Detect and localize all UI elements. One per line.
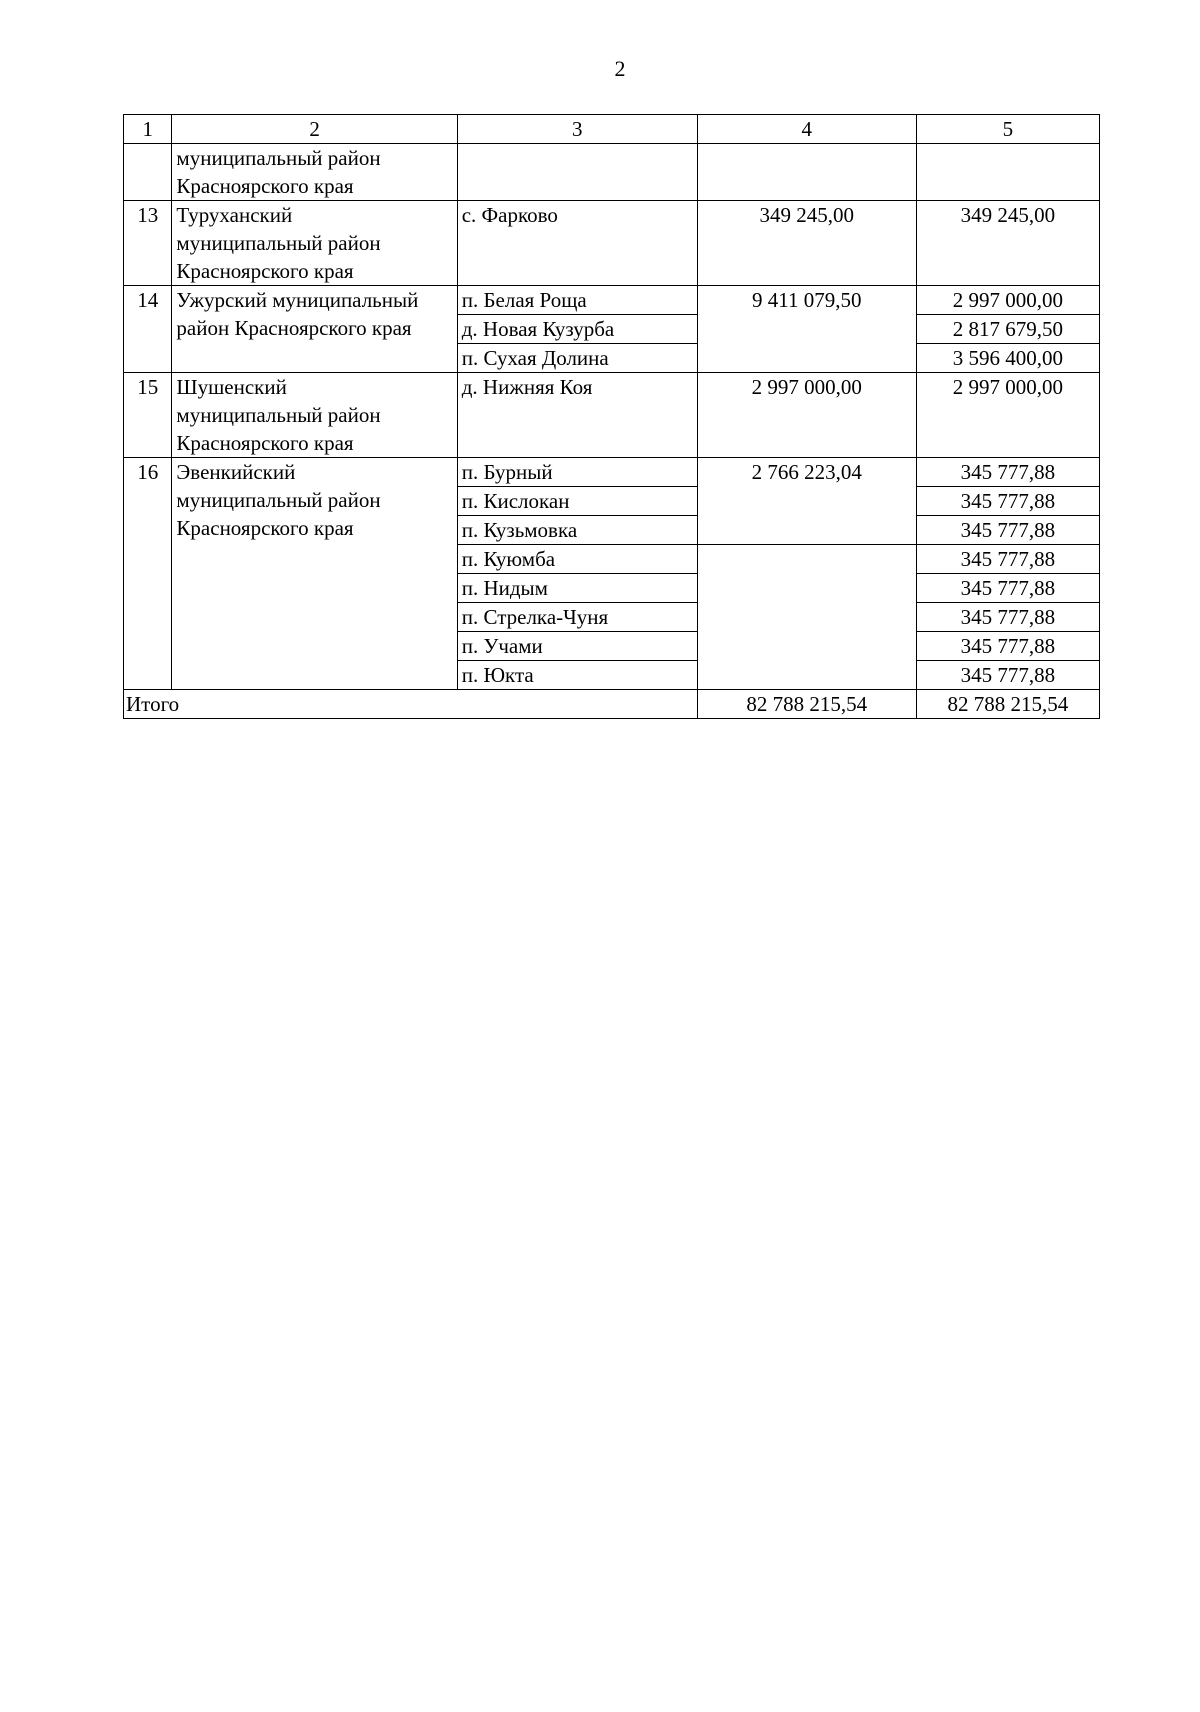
amount-cell: 345 777,88 xyxy=(916,603,1099,632)
amount-cell: 345 777,88 xyxy=(916,516,1099,545)
settlement-cell: п. Куюмба xyxy=(457,545,697,574)
settlement-cell: п. Белая Роща xyxy=(457,286,697,315)
amount-cell: 345 777,88 xyxy=(916,545,1099,574)
settlement-cell: п. Нидым xyxy=(457,574,697,603)
total-col5: 82 788 215,54 xyxy=(916,690,1099,719)
total-cell: 9 411 079,50 xyxy=(697,286,916,373)
settlement-cell: п. Кузьмовка xyxy=(457,516,697,545)
header-cell-2: 2 xyxy=(172,115,457,144)
total-label: Итого xyxy=(124,690,698,719)
row-number-cell xyxy=(124,144,172,201)
district-line: муниципальный район xyxy=(176,488,381,512)
table-row-16 xyxy=(124,458,1100,487)
page-number: 2 xyxy=(614,56,626,81)
total-cell: 2 997 000,00 xyxy=(697,373,916,458)
amount-cell: 2 997 000,00 xyxy=(916,286,1099,315)
settlement-cell: п. Кислокан xyxy=(457,487,697,516)
total-col4: 82 788 215,54 xyxy=(697,690,916,719)
settlement-cell: д. Нижняя Коя xyxy=(457,373,697,458)
total-cell-empty xyxy=(697,545,916,690)
district-line: муниципальный район xyxy=(176,403,381,427)
amount-cell: 345 777,88 xyxy=(916,487,1099,516)
amount-cell: 3 596 400,00 xyxy=(916,344,1099,373)
row-number: 16 xyxy=(124,458,172,690)
header-cell-1: 1 xyxy=(124,115,172,144)
district-cell xyxy=(172,144,457,201)
district-cell xyxy=(172,286,457,373)
district-line: муниципальный район xyxy=(176,231,381,255)
header-cell-4: 4 xyxy=(697,115,916,144)
district-line: муниципальный район xyxy=(176,146,381,170)
settlement-cell: п. Учами xyxy=(457,632,697,661)
district-line: район Красноярского края xyxy=(176,316,412,340)
row-number: 13 xyxy=(124,201,172,286)
settlement-cell xyxy=(457,144,697,201)
total-row xyxy=(124,690,1100,719)
district-cell xyxy=(172,373,457,458)
table-row-continued xyxy=(124,144,1100,201)
settlement-cell: с. Фарково xyxy=(457,201,697,286)
table-row-14 xyxy=(124,286,1100,315)
district-line: Красноярского края xyxy=(176,259,354,283)
settlement-cell: п. Сухая Долина xyxy=(457,344,697,373)
total-cell: 349 245,00 xyxy=(697,201,916,286)
amount-cell: 345 777,88 xyxy=(916,632,1099,661)
allocation-table xyxy=(123,114,1100,719)
district-line: Красноярского края xyxy=(176,431,354,455)
total-cell: 2 766 223,04 xyxy=(697,458,916,545)
settlement-cell: д. Новая Кузурба xyxy=(457,315,697,344)
district-line: Красноярского края xyxy=(176,174,354,198)
district-line: Красноярского края xyxy=(176,516,354,540)
district-cell xyxy=(172,458,457,690)
total-cell xyxy=(697,144,916,201)
amount-cell: 345 777,88 xyxy=(916,574,1099,603)
district-line: Туруханский xyxy=(176,203,293,227)
header-cell-5: 5 xyxy=(916,115,1099,144)
district-line: Шушенский xyxy=(176,375,287,399)
amount-cell: 2 997 000,00 xyxy=(916,373,1099,458)
table-header-row xyxy=(124,115,1100,144)
amount-cell xyxy=(916,144,1099,201)
table-row-15 xyxy=(124,373,1100,458)
district-line: Эвенкийский xyxy=(176,460,296,484)
district-line: Ужурский муниципальный xyxy=(176,288,419,312)
row-number: 15 xyxy=(124,373,172,458)
amount-cell: 349 245,00 xyxy=(916,201,1099,286)
row-number: 14 xyxy=(124,286,172,373)
table-row-13 xyxy=(124,201,1100,286)
settlement-cell: п. Стрелка-Чуня xyxy=(457,603,697,632)
settlement-cell: п. Бурный xyxy=(457,458,697,487)
header-cell-3: 3 xyxy=(457,115,697,144)
amount-cell: 2 817 679,50 xyxy=(916,315,1099,344)
amount-cell: 345 777,88 xyxy=(916,458,1099,487)
district-cell xyxy=(172,201,457,286)
amount-cell: 345 777,88 xyxy=(916,661,1099,690)
settlement-cell: п. Юкта xyxy=(457,661,697,690)
